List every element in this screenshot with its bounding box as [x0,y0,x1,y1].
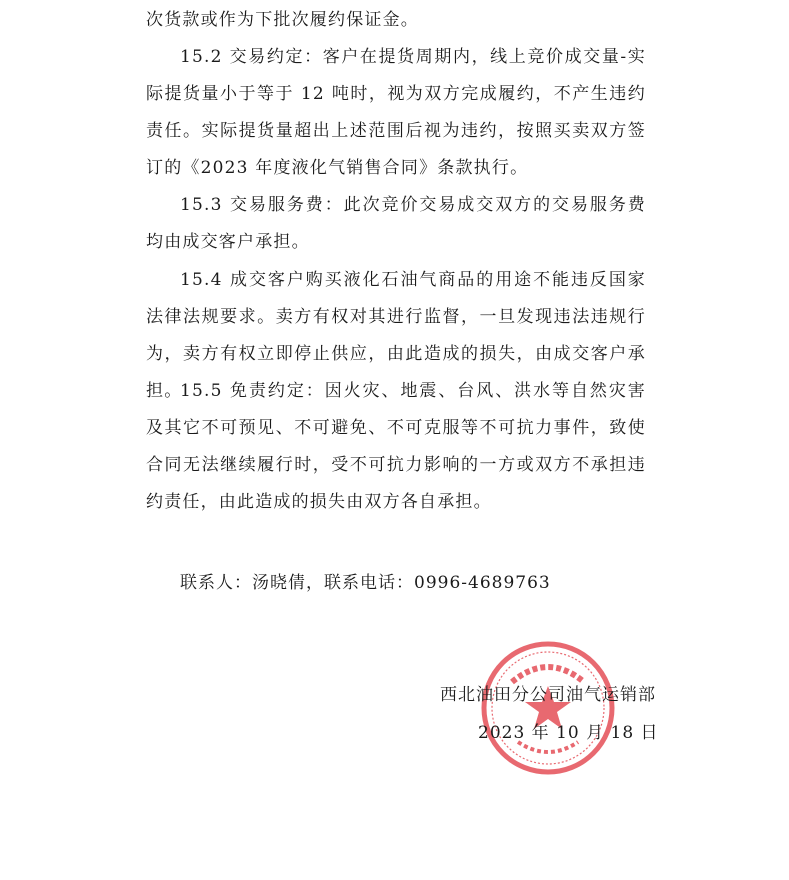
issuing-organization: 西北油田分公司油气运销部 [440,685,656,705]
paragraph-15-2: 15.2 交易约定：客户在提货周期内，线上竞价成交量-实际提货量小于等于 12 吨时，视为双方完成履约，不产生违约责任。实际提货量超出上述范围后视为违约，按照买卖双方签订的《2023 年度液化气销售合同》条款执行。 [146,47,646,178]
paragraph-15-5: 15.5 免责约定：因火灾、地震、台风、洪水等自然灾害及其它不可预见、不可避免、不可克服等不可抗力事件，致使合同无法继续履行时，受不可抗力影响的一方或双方不承担违约责任，由此造成的损失由双方各自承担。 [146,381,646,512]
contact-line: 联系人：汤晓倩，联系电话：0996-4689763 [180,573,551,593]
issue-date: 2023 年 10 月 18 日 [478,723,659,743]
paragraph-continuation: 次货款或作为下批次履约保证金。 [146,10,419,30]
paragraph-15-4: 15.4 成交客户购买液化石油气商品的用途不能违反国家法律法规要求。卖方有权对其进行监督，一旦发现违法违规行为，卖方有权立即停止供应，由此造成的损失，由成交客户承担。 [146,270,646,401]
paragraph-15-3: 15.3 交易服务费：此次竞价交易成交双方的交易服务费均由成交客户承担。 [146,195,646,252]
